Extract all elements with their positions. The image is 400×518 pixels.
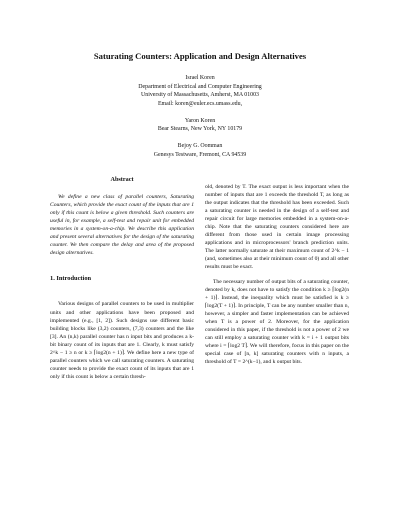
section-heading: 1. Introduction — [50, 275, 92, 283]
author-1-univ: University of Massachusetts, Amherst, MA 01003 — [141, 92, 259, 99]
right-column — [205, 183, 349, 366]
abstract-heading: Abstract — [110, 176, 134, 183]
author-1 — [0, 74, 400, 108]
abstract-text: We define a new class of parallel counters, Saturating Counters, which provide the exact count of the inputs that are 1 only if this count is below a given threshold. Such counters are useful in, for example, a self-test and repair unit for embedded memories in a system-on-a-chip. We describe this application and present several alternatives for the design of the saturating counter. We then compare the delay and area of the proposed design alternatives. — [50, 194, 194, 257]
intro-paragraph-left: Various designs of parallel counters to be used in multiplier units and other applications have been proposed and implemented (e.g., [1, 2]). Such designs use different basic building blocks like (3,2) counters, (7,3) counters and the like [3]. An (n,k) parallel counter has n input bits and produces a k-bit binary count of its inputs that are 1. Clearly, k must satisfy 2^k − 1 ≥ n or k ≥ ⌈log2(n + 1)⌉. We define here a new type of parallel counters which we call saturating counters. A saturating counter needs to provide the exact count of its inputs that are 1 only if this count is below a certain thresh- — [50, 301, 194, 380]
author-1-email: Email: koren@euler.ecs.umass.edu, — [157, 100, 243, 107]
left-column — [50, 176, 194, 381]
author-2 — [0, 117, 400, 134]
author-block — [0, 74, 400, 168]
intro-paragraph-right-2: The necessary number of output bits of a saturating counter, denoted by k, does not have to satisfy the condition k ≥ ⌈log2(n + 1)⌉. Instead, the inequality which must be satisfied is k ≥ ⌈log2(T + 1)⌉. In principle, T can be any number smaller than n, however, a simpler and faster implementation can be achieved when T is a power of 2. Moreover, for the application considered in this paper, if the threshold is not a power of 2 we can still employ a saturating counter with k = i + 1 output bits where i = ⌈log2 T⌉. We will therefore, focus in this paper on the special case of [n, k] saturating counters with n inputs, a threshold of T = 2^(k−1), and k output bits. — [205, 278, 349, 365]
author-3-name: Bejoy G. Oomman — [177, 143, 223, 150]
author-3-affil: Genesys Testware, Fremont, CA 94539 — [153, 151, 247, 158]
author-1-name: Israel Koren — [185, 75, 215, 81]
paper-title: Saturating Counters: Application and Design Alternatives — [93, 51, 307, 61]
intro-paragraph-right-1: old, denoted by T. The exact output is less important when the number of inputs that are 1 exceeds the threshold T, as long as the output indicates that the threshold has been exceeded. Such a saturating counter is needed in the design of a self-test and repair circuit for large memories embedded in a system-on-a-chip. Note that the saturating counters considered here are different from those used in certain image processing applications and in microprocessors' branch prediction units. The latter normally saturate at their maximum count of 2^k − 1 (and, sometimes also at their minimum count of 0) and all other results must be exact. — [205, 184, 349, 271]
author-2-name: Yaron Koren — [184, 117, 216, 124]
author-3 — [0, 142, 400, 159]
author-1-dept: Department of Electrical and Computer Engineering — [138, 83, 262, 90]
author-2-affil: Bear Stearns, New York, NY 10179 — [157, 126, 243, 133]
